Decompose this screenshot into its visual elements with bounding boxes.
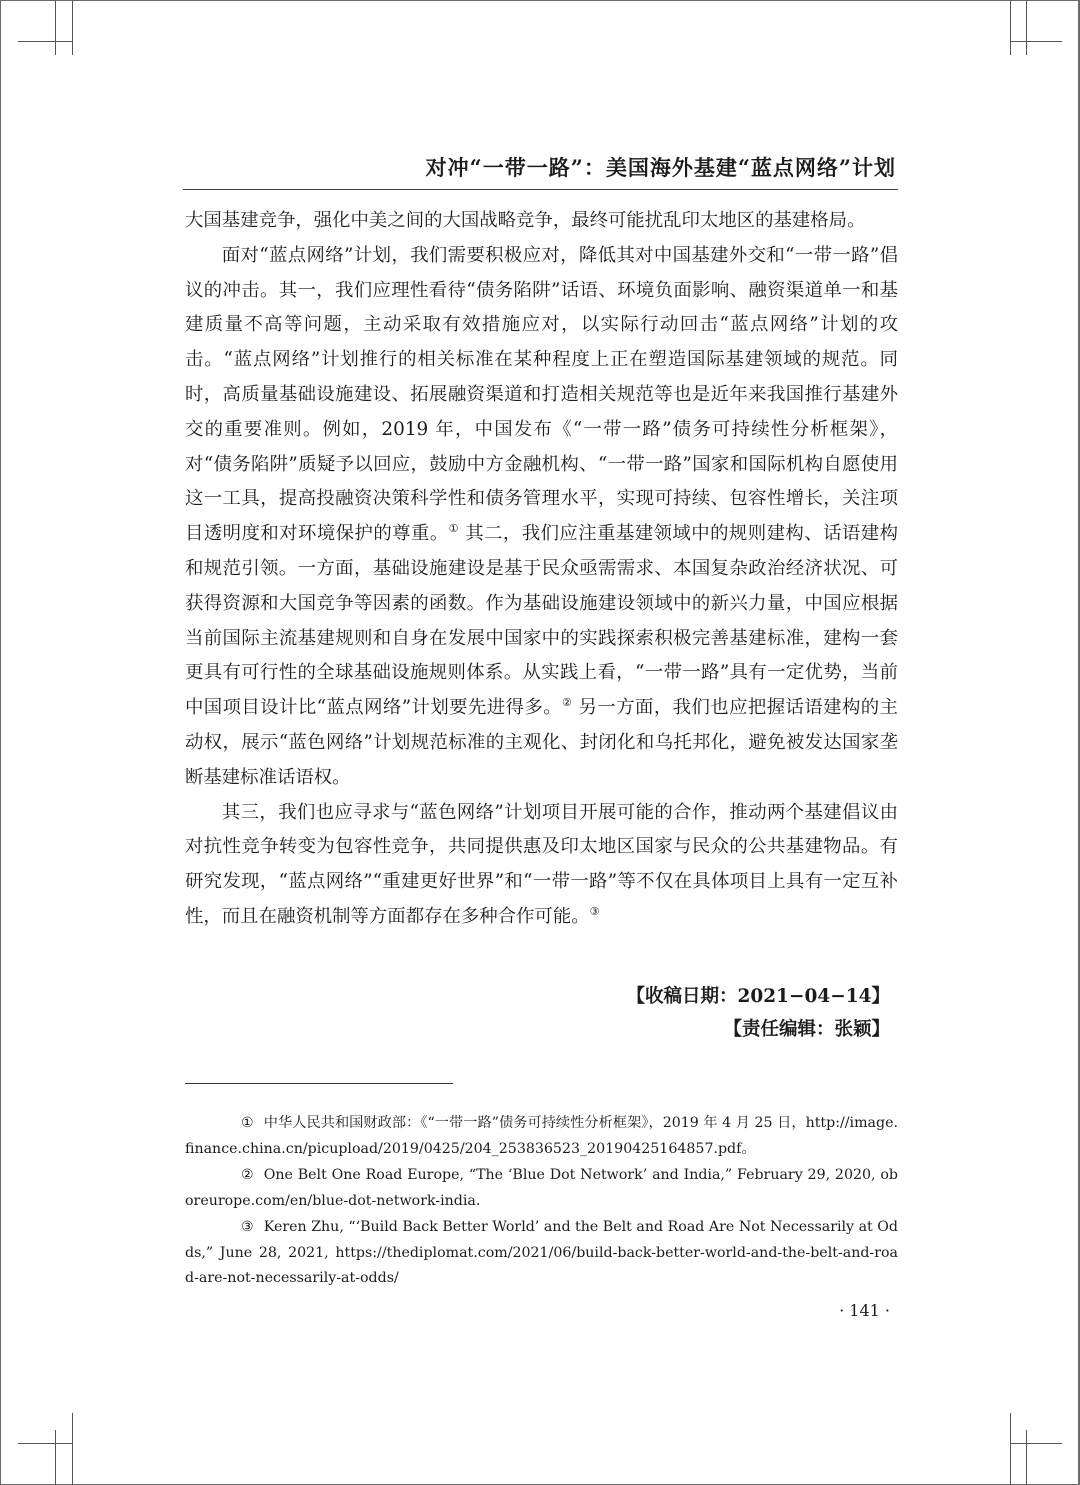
paragraph-2-part-2: 其二，我们应注重基建领域中的规则建构、话语建构和规范引领。一方面，基础设施建设是基于民众亟需需求、本国复杂政治经济状况、可获得资源和大国竞争等因素的函数。作为基础设施建设领域中的新兴力量，中国应根据当前国际主流基建规则和自身在发展中国家中的实践探索积极完善基建标准，建构一套更具有可行性的全球基础设施规则体系。从实践上看，“一带一路”具有一定优势，当前中国项目设计比“蓝点网络”计划要先进得多。 [185, 523, 898, 719]
received-date: 【收稿日期：2021−04−14】 [626, 986, 890, 1007]
crop-mark-bottom-right-v [1026, 1430, 1027, 1485]
footnote-1-text: 中华人民共和国财政部：《“一带一路”债务可持续性分析框架》，2019 年 4 月 25 日，http://image.finance.china.cn/picupload/2019/0425/204_253836523_20190425164857.pdf。 [185, 1115, 898, 1157]
crop-mark-top-right-v2 [1010, 0, 1011, 55]
footnote-ref-3[interactable]: ③ [589, 904, 600, 918]
paragraph-2-part-1: 面对“蓝点网络”计划，我们需要积极应对，降低其对中国基建外交和“一带一路”倡议的冲击。其一，我们应理性看待“债务陷阱”话语、环境负面影响、融资渠道单一和基建质量不高等问题，主动采取有效措施应对，以实际行动回击“蓝点网络”计划的攻击。“蓝点网络”计划推行的相关标准在某种程度上正在塑造国际基建领域的规范。同时，高质量基础设施建设、拓展融资渠道和打造相关规范等也是近年来我国推行基建外交的重要准则。例如，2019 年，中国发布《“一带一路”债务可持续性分析框架》，对“债务陷阱”质疑予以回应，鼓励中方金融机构、“一带一路”国家和国际机构自愿使用这一工具，提高投融资决策科学性和债务管理水平，实现可持续、包容性增长，关注项目透明度和对环境保护的尊重。 [185, 244, 898, 545]
page-number: · 141 · [839, 1301, 890, 1320]
header-rule [183, 189, 898, 190]
footnote-3-text: Keren Zhu, “‘Build Back Better World’ and the Belt and Road Are Not Necessarily at Odds,” June 28, 2021, https://thediplomat.com/2021/06/build-back-better-world-and-the-belt-and-road-are-not-necessarily-at-odds/ [185, 1219, 898, 1286]
article-body [185, 204, 898, 935]
running-header-title: 对冲“一带一路”：美国海外基建“蓝点网络”计划 [425, 155, 896, 180]
footnote-3-mark: ③ [241, 1219, 254, 1235]
crop-mark-top-left-v [55, 0, 56, 55]
footnote-2-text: One Belt One Road Europe, “The ‘Blue Dot Network’ and India,” February 29, 2020, oboreurope.com/en/blue-dot-network-india. [185, 1167, 898, 1209]
crop-mark-bottom-left-v [55, 1430, 56, 1485]
footnote-ref-1[interactable]: ① [448, 522, 459, 536]
footnote-2-mark: ② [241, 1167, 254, 1183]
crop-mark-bottom-left-h [18, 1443, 72, 1444]
paragraph-3-part-1: 其三，我们也应寻求与“蓝色网络”计划项目开展可能的合作，推动两个基建倡议由对抗性竞争转变为包容性竞争，共同提供惠及印太地区国家与民众的公共基建物品。有研究发现，“蓝点网络”“重建更好世界”和“一带一路”等不仅在具体项目上具有一定互补性，而且在融资机制等方面都存在多种合作可能。 [185, 801, 898, 927]
footnote-2 [185, 1163, 898, 1214]
footnote-3 [185, 1215, 898, 1292]
footnotes [185, 1111, 898, 1293]
crop-mark-bottom-right-h [1010, 1443, 1062, 1444]
crop-mark-top-left-v2 [72, 0, 73, 55]
paragraph-3 [185, 796, 898, 935]
footnote-1-mark: ① [241, 1115, 254, 1131]
responsible-editor: 【责任编辑：张颖】 [723, 1019, 890, 1040]
crop-mark-top-right-h [1010, 41, 1062, 42]
footnote-rule [185, 1083, 453, 1084]
crop-mark-top-left-h [18, 41, 72, 42]
crop-mark-top-right-v [1026, 0, 1027, 55]
paragraph-2-part-3: 另一方面，我们也应把握话语建构的主动权，展示“蓝色网络”计划规范标准的主观化、封闭化和乌托邦化，避免被发达国家垄断基建标准话语权。 [185, 697, 898, 788]
paragraph-2 [185, 239, 898, 796]
footnote-1 [185, 1111, 898, 1162]
footnote-ref-2[interactable]: ② [562, 696, 573, 710]
paragraph-1: 大国基建竞争，强化中美之间的大国战略竞争，最终可能扰乱印太地区的基建格局。 [185, 210, 866, 231]
crop-mark-bottom-right-v2 [1010, 1413, 1011, 1485]
crop-mark-bottom-left-v2 [72, 1413, 73, 1485]
